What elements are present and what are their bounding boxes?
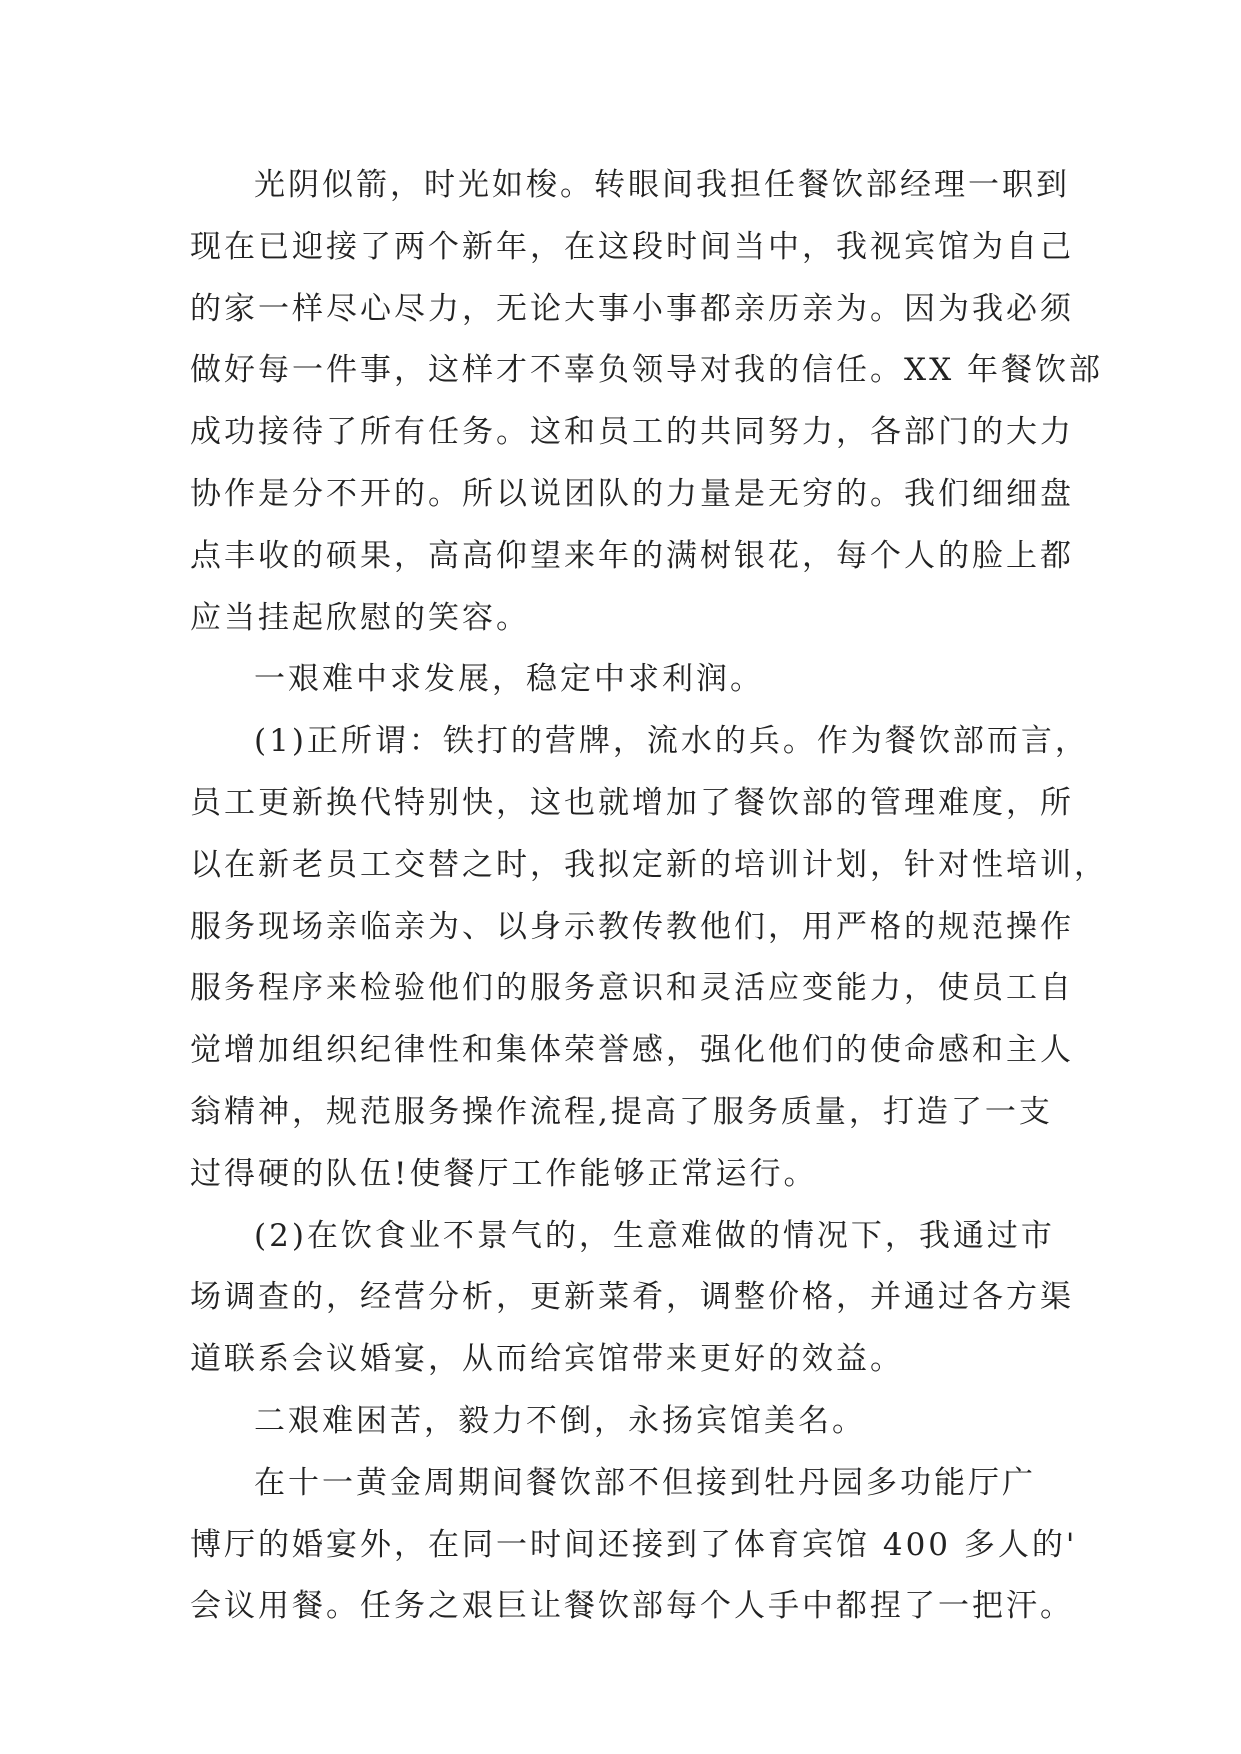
text-line: 光阴似箭，时光如梭。转眼间我担任餐饮部经理一职到 — [254, 167, 1070, 203]
text-line: 成功接待了所有任务。这和员工的共同努力，各部门的大力 — [190, 414, 1074, 451]
text-line: 道联系会议婚宴，从而给宾馆带来更好的效益。 — [190, 1341, 904, 1378]
text-line: 服务现场亲临亲为、以身示教传教他们，用严格的规范操作 — [190, 908, 1074, 945]
body-text — [190, 155, 1108, 1638]
text-line: 翁精神，规范服务操作流程,提高了服务质量，打造了一支 — [190, 1093, 1053, 1130]
section-heading: 二艰难困苦，毅力不倒，永扬宾馆美名。 — [254, 1402, 866, 1439]
section-heading: 一艰难中求发展，稳定中求利润。 — [254, 661, 764, 698]
text-line: (1)正所谓：铁打的营牌，流水的兵。作为餐饮部而言， — [254, 723, 1089, 760]
text-line: 在十一黄金周期间餐饮部不但接到牡丹园多功能厅广 — [254, 1464, 1036, 1501]
text-line: 以在新老员工交替之时，我拟定新的培训计划，针对性培训， — [190, 846, 1108, 883]
text-line: 的家一样尽心尽力，无论大事小事都亲历亲为。因为我必须 — [190, 290, 1074, 327]
text-line: 博厅的婚宴外，在同一时间还接到了体育宾馆 400 多人的' — [190, 1526, 1078, 1563]
text-line: 会议用餐。任务之艰巨让餐饮部每个人手中都捏了一把汗。 — [190, 1588, 1074, 1625]
text-line: 做好每一件事，这样才不辜负领导对我的信任。XX 年餐饮部 — [190, 352, 1103, 389]
text-line: 现在已迎接了两个新年，在这段时间当中，我视宾馆为自己 — [190, 228, 1074, 265]
text-line: 服务程序来检验他们的服务意识和灵活应变能力，使员工自 — [190, 970, 1074, 1007]
text-line: (2)在饮食业不景气的，生意难做的情况下，我通过市 — [254, 1217, 1055, 1254]
text-line: 场调查的，经营分析，更新菜肴，调整价格，并通过各方渠 — [190, 1279, 1074, 1316]
text-line: 协作是分不开的。所以说团队的力量是无穷的。我们细细盘 — [190, 475, 1074, 512]
text-line: 员工更新换代特别快，这也就增加了餐饮部的管理难度，所 — [190, 784, 1074, 821]
text-line: 点丰收的硕果，高高仰望来年的满树银花，每个人的脸上都 — [190, 537, 1074, 574]
text-line: 过得硬的队伍!使餐厅工作能够正常运行。 — [190, 1155, 818, 1192]
text-line: 应当挂起欣慰的笑容。 — [190, 599, 530, 636]
text-line: 觉增加组织纪律性和集体荣誉感，强化他们的使命感和主人 — [190, 1032, 1074, 1069]
